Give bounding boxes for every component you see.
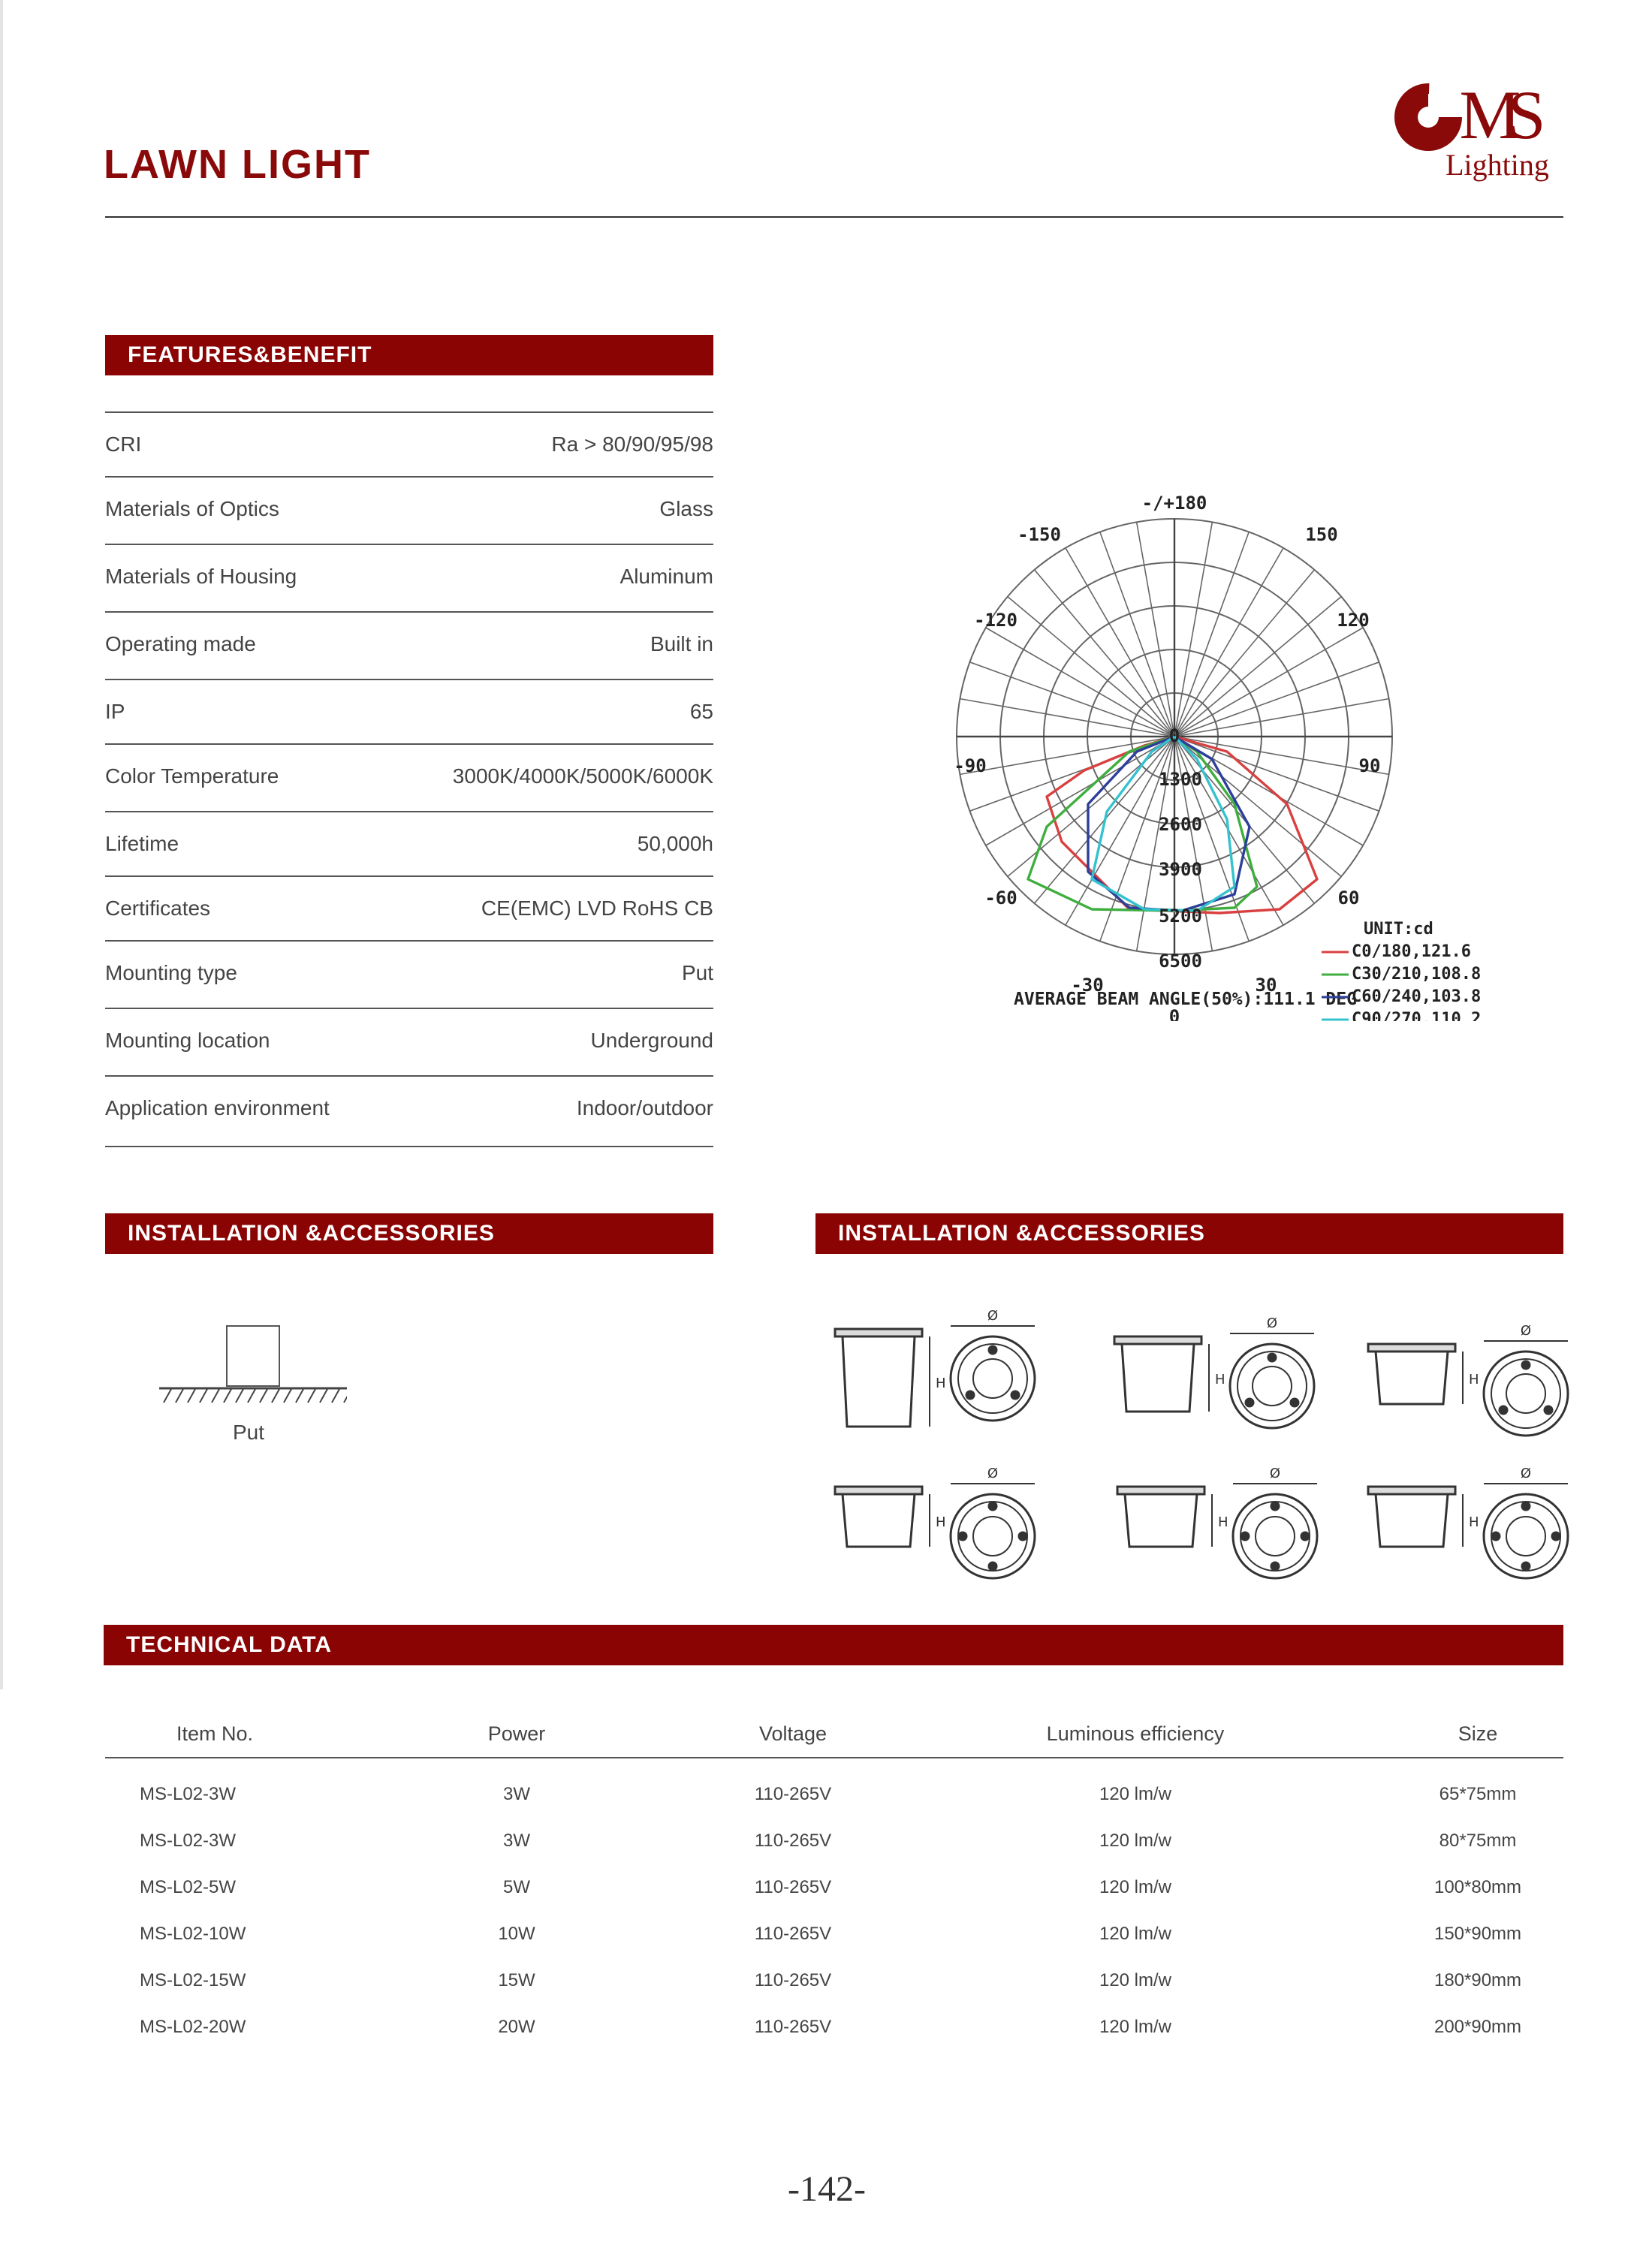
radial-label: 6500 — [1159, 951, 1202, 972]
page-edge — [0, 0, 3, 1689]
diameter-symbol: Ø — [1269, 1466, 1281, 1481]
accessory-drawing — [832, 1464, 1042, 1607]
table-cell: 120 lm/w — [1099, 1877, 1172, 1897]
column-header: Luminous efficiency — [1046, 1722, 1225, 1745]
ground-hatch-diagram — [159, 1386, 347, 1406]
installation-left-heading: INSTALLATION &ACCESSORIES — [105, 1213, 713, 1254]
table-cell: 10W — [498, 1924, 535, 1944]
radial-label: 0 — [1168, 725, 1180, 746]
feature-value: Ra > 80/90/95/98 — [551, 432, 713, 456]
angle-label: 120 — [1337, 610, 1370, 631]
table-cell: MS-L02-20W — [140, 2017, 246, 2037]
feature-label: Mounting type — [105, 961, 237, 984]
feature-label: Color Temperature — [105, 764, 279, 788]
table-cell: 110-265V — [754, 1877, 832, 1897]
table-cell: 150*90mm — [1433, 1924, 1522, 1944]
feature-value: Built in — [650, 632, 713, 655]
height-symbol: H — [1215, 1372, 1225, 1388]
beam-angle-note: AVERAGE BEAM ANGLE(50%):111.1 DEG — [1014, 990, 1357, 1009]
column-header: Item No. — [176, 1722, 254, 1745]
accessory-drawing — [1114, 1464, 1325, 1607]
diameter-symbol: Ø — [987, 1466, 999, 1481]
logo-letters: MS — [1459, 77, 1533, 153]
table-cell: 80*75mm — [1439, 1831, 1517, 1851]
put-caption: Put — [233, 1421, 265, 1444]
feature-row — [105, 411, 713, 479]
angle-label: -/+180 — [1141, 493, 1207, 514]
feature-row — [105, 679, 713, 746]
column-header: Voltage — [758, 1722, 828, 1745]
diameter-symbol: Ø — [1520, 1466, 1532, 1481]
feature-label: Operating made — [105, 632, 256, 655]
feature-label: Application environment — [105, 1096, 330, 1119]
feature-value: Glass — [659, 497, 713, 520]
table-cell: MS-L02-3W — [140, 1784, 237, 1804]
unit-label: UNIT:cd — [1364, 920, 1433, 939]
table-cell: 3W — [503, 1831, 530, 1851]
feature-label: Materials of Housing — [105, 565, 297, 588]
table-cell: MS-L02-15W — [140, 1970, 246, 1990]
table-cell: 110-265V — [754, 1784, 832, 1804]
table-cell: MS-L02-10W — [140, 1924, 246, 1944]
height-symbol: H — [1218, 1514, 1228, 1530]
radial-label: 3900 — [1159, 859, 1202, 880]
feature-row — [105, 743, 713, 811]
feature-label: Materials of Optics — [105, 497, 279, 520]
legend-label: C90/270,110.2 — [1352, 1010, 1482, 1021]
light-distribution-chart — [901, 481, 1502, 1021]
feature-value: Indoor/outdoor — [576, 1096, 713, 1119]
diameter-symbol: Ø — [1520, 1323, 1532, 1339]
technical-heading: TECHNICAL DATA — [104, 1625, 1563, 1665]
angle-label: 30 — [1255, 975, 1277, 996]
table-cell: 120 lm/w — [1099, 1924, 1172, 1944]
table-cell: 100*80mm — [1433, 1877, 1522, 1897]
features-end-rule — [105, 1146, 713, 1147]
table-cell: 120 lm/w — [1099, 1784, 1172, 1804]
feature-label: Mounting location — [105, 1029, 270, 1052]
angle-label: -90 — [954, 755, 987, 776]
table-cell: 180*90mm — [1433, 1970, 1522, 1990]
feature-row — [105, 476, 713, 544]
technical-header-rule — [105, 1757, 1563, 1758]
feature-row — [105, 811, 713, 878]
accessory-drawing — [1365, 1464, 1575, 1607]
height-symbol: H — [1469, 1372, 1479, 1388]
table-cell: 3W — [503, 1784, 530, 1804]
table-cell: 110-265V — [754, 1831, 832, 1851]
table-cell: 120 lm/w — [1099, 1970, 1172, 1990]
feature-value: 3000K/4000K/5000K/6000K — [452, 764, 713, 788]
feature-label: Certificates — [105, 896, 211, 920]
table-cell: 120 lm/w — [1099, 1831, 1172, 1851]
radial-label: 5200 — [1159, 906, 1202, 927]
table-cell: 65*75mm — [1439, 1784, 1517, 1804]
logo-word: Lighting — [1446, 148, 1549, 182]
feature-row — [105, 611, 713, 679]
feature-label: Lifetime — [105, 832, 179, 855]
brand-logo — [1383, 54, 1578, 189]
page-number: -142- — [788, 2169, 866, 2209]
feature-row — [105, 875, 713, 943]
accessory-drawing — [1365, 1321, 1575, 1464]
feature-label: CRI — [105, 432, 142, 456]
table-cell: 5W — [503, 1877, 530, 1897]
feature-value: Put — [681, 961, 713, 984]
angle-label: 0 — [1168, 1006, 1180, 1021]
feature-row — [105, 940, 713, 1008]
table-cell: 20W — [498, 2017, 535, 2037]
height-symbol: H — [936, 1514, 946, 1530]
angle-label: 60 — [1337, 887, 1360, 909]
polar-legend — [1322, 942, 1481, 1021]
legend-label: C60/240,103.8 — [1352, 987, 1482, 1006]
column-header: Size — [1458, 1722, 1498, 1745]
diameter-symbol: Ø — [1266, 1315, 1278, 1331]
table-cell: 15W — [498, 1970, 535, 1990]
accessory-drawing — [1111, 1314, 1322, 1457]
diameter-symbol: Ø — [987, 1308, 999, 1324]
table-cell: 200*90mm — [1433, 2017, 1522, 2037]
feature-value: 50,000h — [637, 832, 713, 855]
legend-label: C30/210,108.8 — [1352, 965, 1482, 984]
table-cell: 110-265V — [754, 2017, 832, 2037]
table-cell: 110-265V — [754, 1924, 832, 1944]
table-cell: MS-L02-5W — [140, 1877, 237, 1897]
angle-label: -120 — [974, 610, 1017, 631]
table-cell: MS-L02-3W — [140, 1831, 237, 1851]
accessory-drawing — [832, 1306, 1042, 1449]
angle-label: -60 — [984, 887, 1017, 909]
angle-label: 150 — [1305, 524, 1338, 545]
column-header: Power — [487, 1722, 546, 1745]
feature-row — [105, 544, 713, 611]
feature-value: 65 — [689, 700, 713, 723]
angle-label: -30 — [1071, 975, 1104, 996]
height-symbol: H — [1469, 1514, 1479, 1530]
fixture-box-diagram — [226, 1325, 280, 1387]
table-cell: 120 lm/w — [1099, 2017, 1172, 2037]
height-symbol: H — [936, 1376, 946, 1391]
angle-label: -150 — [1017, 524, 1061, 545]
feature-value: CE(EMC) LVD RoHS CB — [481, 896, 713, 920]
page-title: LAWN LIGHT — [104, 142, 371, 187]
feature-value: Aluminum — [620, 565, 713, 588]
features-heading: FEATURES&BENEFIT — [105, 335, 713, 375]
radial-label: 2600 — [1159, 814, 1202, 835]
installation-right-heading: INSTALLATION &ACCESSORIES — [815, 1213, 1563, 1254]
header-rule — [105, 216, 1563, 218]
feature-row — [105, 1075, 713, 1143]
feature-label: IP — [105, 700, 125, 723]
table-cell: 110-265V — [754, 1970, 832, 1990]
angle-label: 90 — [1358, 755, 1381, 776]
legend-label: C0/180,121.6 — [1352, 942, 1471, 961]
feature-value: Underground — [590, 1029, 713, 1052]
radial-label: 1300 — [1159, 769, 1202, 790]
feature-row — [105, 1008, 713, 1075]
